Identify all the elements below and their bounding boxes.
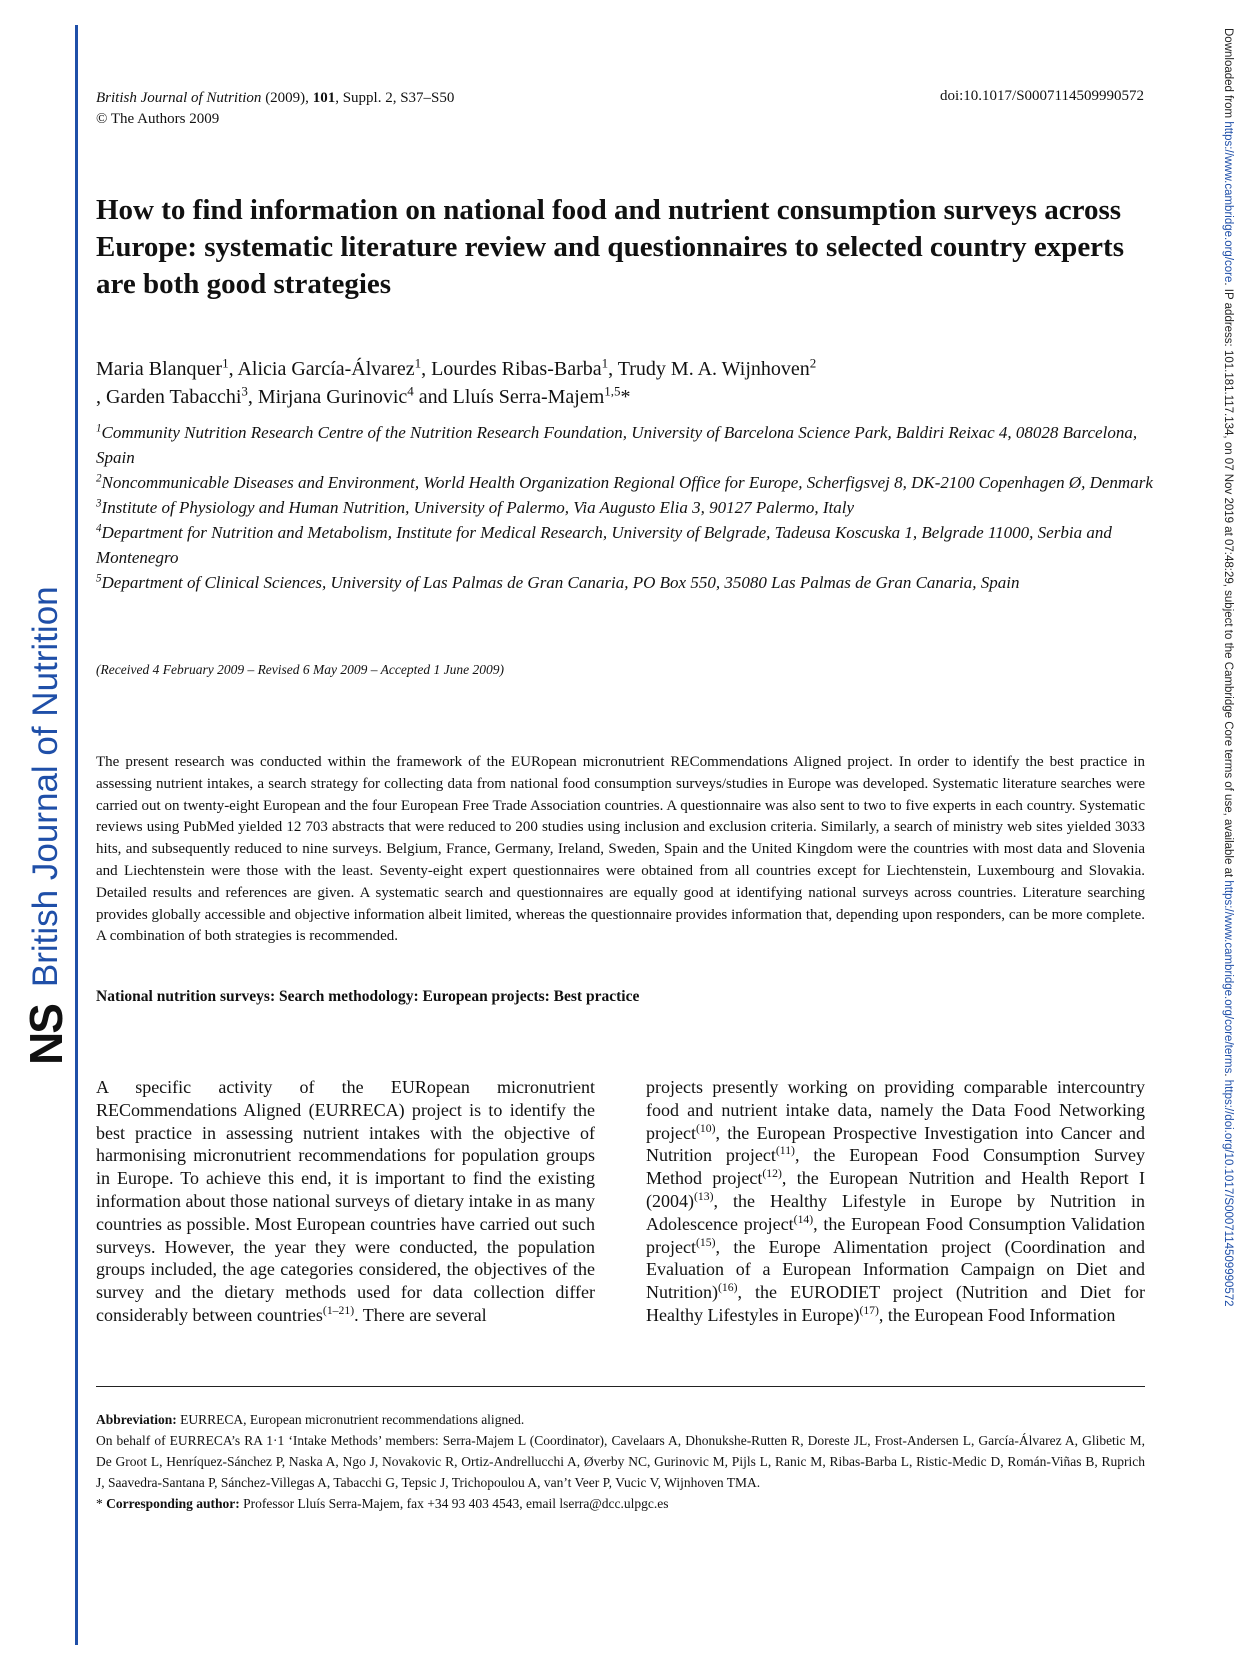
abbreviation-label: Abbreviation: (96, 1412, 177, 1427)
citation-ref[interactable]: (10) (695, 1121, 716, 1135)
affiliation (96, 420, 1156, 470)
citation-ref[interactable]: (16) (718, 1281, 738, 1295)
author-affil-sup: 3 (241, 383, 248, 399)
pages: , Suppl. 2, S37–S50 (335, 90, 455, 106)
behalf-note: On behalf of EURRECA’s RA 1·1 ‘Intake Methods’ members: Serra-Majem L (Coordinator), Cavelaars A, Dhonukshe-Rutten R, Doreste JL, Frost-Andersen L, García-Álvarez A, Glibetic M, De Groot L, Henríquez-Sánchez P, Naska A, Ngo J, Novakovic R, Ortiz-Andrellucchi A, Øverby NC, Gurinovic M, Pijls L, Ranic M, Ribas-Barba L, Ristic-Medic D, Román-Viñas B, Ruprich J, Saavedra-Santana P, Sánchez-Villegas A, Tabacchi G, Tepsic J, Trichopoulou A, van’t Veer P, Vucic V, Wijnhoven TMA. (96, 1433, 1145, 1490)
citation-header (96, 88, 454, 130)
doi-link[interactable]: https://doi.org/10.1017/S0007114509990572 (1222, 1079, 1234, 1307)
citation-ref[interactable]: (14) (793, 1212, 814, 1226)
affiliation (96, 570, 1156, 595)
download-prefix: Downloaded from (1222, 28, 1234, 122)
citation-ref[interactable]: (1–21) (322, 1303, 355, 1317)
year: (2009), (265, 90, 309, 106)
body-text: projects presently working on providing comparable intercountry food and nutrient intake data, namely the Data Food Networking project (646, 1077, 1145, 1143)
corresponding-mark: * (96, 1496, 107, 1511)
ns-logo: NS (20, 1005, 72, 1065)
corresponding-text: Professor Lluís Serra-Majem, fax +34 93 403 4543, email lserra@dcc.ulpgc.es (239, 1496, 669, 1511)
affiliation-text: Noncommunicable Diseases and Environment, World Health Organization Regional Office for Europe, Scherfigsvej 8, DK-2100 Copenhagen Ø, Denmark (101, 473, 1153, 492)
citation-ref[interactable]: (17) (859, 1303, 879, 1317)
body-text: . There are several (354, 1304, 487, 1325)
body-text: A specific activity of the EURopean micronutrient RECommendations Aligned (EURRECA) project is to identify the best practice in assessing nutrient intakes with the objective of harmonising micronutrient recommendations for population groups in Europe. To achieve this end, it is important to find the existing information about those national surveys of dietary intake in as many countries as possible. Most European countries have carried out such surveys. However, the year they were conducted, the population groups included, the age categories considered, the objectives of the survey and the dietary methods used for data collection differ considerably between countries (96, 1077, 595, 1325)
citation-ref[interactable]: (11) (775, 1144, 795, 1158)
author-name: , Trudy M. A. Wijnhoven (608, 358, 810, 380)
journal-name: British Journal of Nutrition (96, 90, 262, 106)
affiliation (96, 470, 1156, 495)
body-text: , the European Food Information (878, 1304, 1116, 1325)
citation-ref[interactable]: (12) (762, 1167, 782, 1181)
affiliation-number: 3 (96, 497, 102, 510)
volume: 101 (312, 90, 336, 106)
author-affil-sup: 1 (601, 355, 609, 371)
affiliation-text: Community Nutrition Research Centre of the Nutrition Research Foundation, University of Barcelona Science Park, Baldiri Reixac 4, 08028 Barcelona, Spain (96, 423, 1138, 467)
body-text: , the European Food Consumption Survey Method project (646, 1145, 1145, 1189)
footnote-divider (96, 1386, 1145, 1387)
affiliation-number: 5 (96, 572, 102, 585)
author-list (96, 355, 1156, 411)
doi: doi:10.1017/S0007114509990572 (939, 88, 1144, 104)
author-name: , Alicia García-Álvarez (228, 358, 415, 380)
affiliation-text: Institute of Physiology and Human Nutrition, University of Palermo, Via Augusto Elia 3, 90127 Palermo, Italy (101, 498, 855, 517)
affiliation-text: Department of Clinical Sciences, University of Las Palmas de Gran Canaria, PO Box 550, 35080 Las Palmas de Gran Canaria, Spain (101, 573, 1020, 592)
author-name: , Garden Tabacchi (96, 386, 242, 408)
body-text: , the European Food Consumption Validation project (646, 1213, 1145, 1257)
keywords: National nutrition surveys: Search methodology: European projects: Best practice (96, 988, 640, 1005)
download-mid: . IP address: 101.181.117.134, on 07 Nov 2019 at 07:48:29, subject to the Cambridge Core terms of use, available at (1222, 282, 1234, 881)
author-affil-sup: 1,5 (604, 383, 621, 399)
corresponding-mark: * (620, 386, 631, 408)
journal-vertical-title: British Journal of Nutrition (26, 586, 65, 988)
body-text: , the European Prospective Investigation into Cancer and Nutrition project (646, 1122, 1145, 1166)
affiliation-text: Department for Nutrition and Metabolism, Institute for Medical Research, University of Belgrade, Tadeusa Koscuska 1, Belgrade 11000, Serbia and Montenegro (96, 523, 1112, 567)
body-text: , the Healthy Lifestyle in Europe by Nutrition in Adolescence project (646, 1190, 1145, 1234)
affiliations (96, 420, 1156, 595)
corresponding-author-note (96, 1493, 1145, 1514)
affiliation (96, 520, 1156, 570)
body-text: , the EURODIET project (Nutrition and Diet for Healthy Lifestyles in Europe) (646, 1282, 1145, 1325)
journal-vertical-banner (20, 65, 72, 1065)
body-text: , the Europe Alimentation project (Coordination and Evaluation of a European Information Campaign on Diet and Nutrition) (646, 1236, 1145, 1303)
article-title: How to find information on national food and nutrient consumption surveys across Europe: systematic literature review and questionnaires to selected country experts are both good strategies (96, 194, 1124, 300)
author-affil-sup: 1 (414, 355, 422, 371)
affiliation-number: 1 (96, 422, 102, 435)
received-dates: (Received 4 February 2009 – Revised 6 May 2009 – Accepted 1 June 2009) (96, 662, 504, 677)
abstract: The present research was conducted within the framework of the EURopean micronutrient RECommendations Aligned project. In order to identify the best practice in assessing nutrient intakes, a search strategy for collecting data from national food consumption surveys/studies in Europe was developed. Systematic literature searches were carried out on twenty-eight European and the four European Free Trade Association countries. A questionnaire was also sent to two to five experts in each country. Systematic reviews using PubMed yielded 12 703 abstracts that were reduced to 200 studies using inclusion and exclusion criteria. Similarly, a search of ministry web sites yielded 3033 hits, and subsequently reduced to nine surveys. Belgium, France, Germany, Ireland, Sweden, Spain and the United Kingdom were the countries with most data and Slovenia and Liechtenstein were those with the least. Seventy-eight expert questionnaires were obtained from all countries except for Liechtenstein, Luxembourg and Slovakia. Detailed results and references are given. A systematic search and questionnaires are equally good at identifying national surveys across countries. Literature searching provides globally accessible and objective information albeit limited, whereas the questionnaire provides information that, depending upon responders, can be more complete. A combination of both strategies is recommended. (96, 754, 1145, 945)
copyright: © The Authors 2009 (96, 111, 220, 127)
citation-ref[interactable]: (15) (695, 1235, 716, 1249)
author-name: , Mirjana Gurinovic (247, 386, 408, 408)
footnotes (96, 1409, 1145, 1514)
cambridge-core-link[interactable]: https://www.cambridge.org/core (1222, 121, 1234, 283)
body-column-right (646, 1076, 1145, 1327)
sidebar-rule (75, 25, 78, 1645)
abbreviation-text: EURRECA, European micronutrient recommendations aligned. (176, 1412, 525, 1427)
citation-ref[interactable]: (13) (694, 1189, 714, 1203)
author-name: and Lluís Serra-Majem (413, 386, 605, 408)
abbreviation-note (96, 1409, 1145, 1430)
corresponding-label: Corresponding author: (106, 1496, 240, 1511)
affiliation (96, 495, 1156, 520)
affiliation-number: 2 (96, 472, 102, 485)
download-notice (1222, 28, 1234, 1508)
author-name: Maria Blanquer (96, 358, 223, 380)
download-sep: . (1222, 1073, 1234, 1080)
body-text: , the European Nutrition and Health Report I (2004) (646, 1168, 1145, 1211)
affiliation-number: 4 (96, 522, 102, 535)
author-affil-sup: 1 (222, 355, 229, 371)
body-column-left (96, 1076, 595, 1327)
author-affil-sup: 4 (407, 383, 414, 399)
author-affil-sup: 2 (809, 355, 817, 371)
author-name: , Lourdes Ribas-Barba (421, 358, 602, 380)
terms-link[interactable]: https://www.cambridge.org/core/terms (1222, 880, 1234, 1074)
